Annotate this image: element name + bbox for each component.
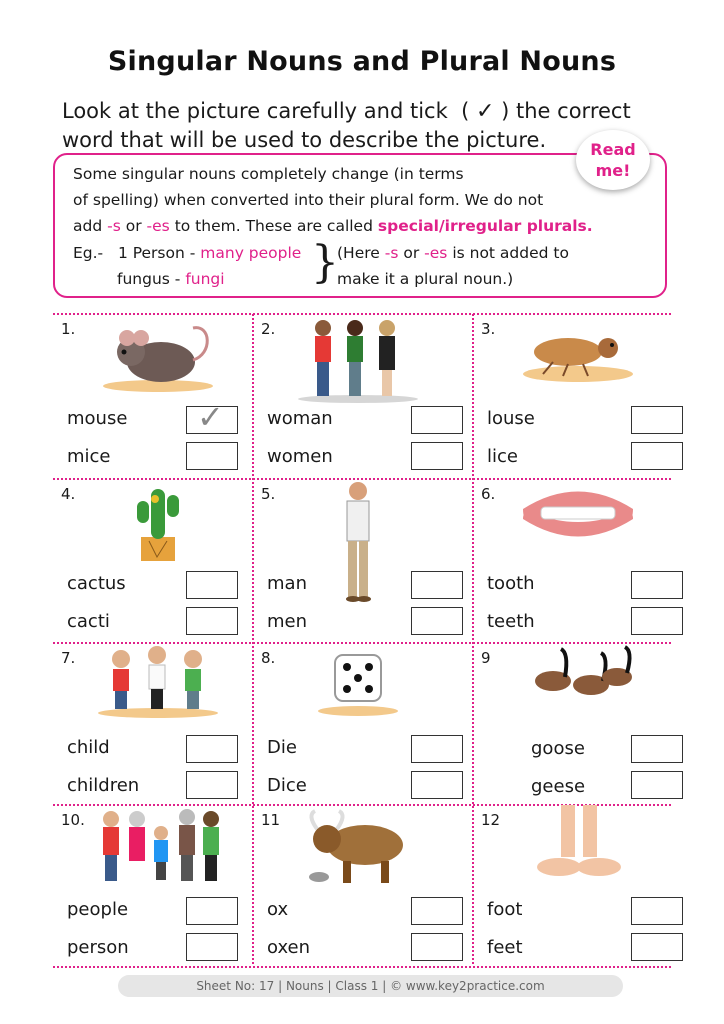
option-word: ox (267, 899, 289, 920)
tick-box[interactable] (186, 771, 238, 799)
grid-divider (53, 966, 671, 968)
page-title: Singular Nouns and Plural Nouns (107, 46, 617, 77)
option-word: louse (487, 408, 535, 429)
exercise-cell (253, 643, 458, 803)
info-line-1: Some singular nouns completely change (in terms (73, 165, 464, 183)
option-word: people (67, 899, 129, 920)
option-word: goose (531, 738, 585, 759)
item-number: 7. (61, 649, 76, 667)
read-me-badge (576, 130, 650, 190)
tick-box[interactable] (631, 442, 683, 470)
suffix-es: -es (146, 217, 170, 235)
suffix-es: -es (424, 244, 448, 262)
option-word: teeth (487, 611, 535, 632)
suffix-s: -s (107, 217, 121, 235)
mouse-picture (93, 314, 243, 406)
geese-picture (513, 643, 663, 735)
exercise-cell (53, 479, 258, 639)
tick-box[interactable] (186, 735, 238, 763)
option-word: geese (531, 776, 586, 797)
read-me-line-2: me! (595, 161, 631, 180)
instruction-text: Look at the picture carefully and tick (62, 99, 448, 123)
tick-box[interactable] (631, 571, 683, 599)
tick-box[interactable] (186, 607, 238, 635)
instruction-line-1 (62, 97, 682, 126)
tick-box[interactable] (411, 442, 463, 470)
exercise-cell (53, 805, 258, 965)
instruction-text: the correct (516, 99, 631, 123)
item-number: 5. (261, 485, 276, 503)
check-mark-icon: ✓ (197, 398, 224, 436)
ox-picture (293, 805, 443, 897)
option-word: mice (67, 446, 111, 467)
option-word: child (67, 737, 110, 758)
tick-box[interactable] (631, 735, 683, 763)
option-word: foot (487, 899, 523, 920)
read-me-line-1: Read (590, 140, 636, 159)
tick-box[interactable] (186, 398, 238, 436)
option-word: woman (267, 408, 333, 429)
tick-box[interactable] (186, 571, 238, 599)
eg-plural: many people (200, 244, 302, 262)
exercise-cell (253, 805, 458, 965)
louse-picture (513, 314, 663, 406)
tick-box[interactable] (411, 406, 463, 434)
eg-singular: 1 Person - (117, 244, 196, 262)
man-picture (293, 479, 443, 571)
note-line-2: make it a plural noun.) (337, 270, 514, 288)
exercise-cell (473, 314, 678, 474)
option-word: cacti (67, 611, 110, 632)
option-word: oxen (267, 937, 311, 958)
exercise-cell (253, 314, 458, 474)
special-plurals-term: special/irregular plurals. (377, 217, 593, 235)
item-number: 2. (261, 320, 276, 338)
tick-icon: ✓ (476, 99, 495, 124)
option-word: Die (267, 737, 297, 758)
tick-box[interactable] (186, 897, 238, 925)
tick-box[interactable] (186, 442, 238, 470)
option-word: lice (487, 446, 518, 467)
cactus-picture (93, 479, 243, 571)
note-line-1 (337, 244, 569, 262)
exercise-cell (473, 479, 678, 639)
exercise-cell (53, 314, 258, 474)
eg-singular: fungus - (117, 270, 181, 288)
tick-box[interactable] (631, 933, 683, 961)
exercise-cell (473, 805, 678, 965)
tick-box[interactable] (186, 933, 238, 961)
tick-box[interactable] (631, 771, 683, 799)
exercise-cell (473, 643, 678, 803)
suffix-s: -s (384, 244, 399, 262)
info-text: or (125, 217, 142, 235)
example-line-1 (73, 244, 301, 262)
tick-box[interactable] (631, 607, 683, 635)
item-number: 11 (261, 811, 281, 829)
eg-label: Eg.- (73, 244, 104, 262)
tick-box[interactable] (411, 735, 463, 763)
paren: ( (461, 99, 470, 123)
example-line-2 (117, 270, 225, 288)
people-picture (93, 805, 243, 897)
option-word: man (267, 573, 307, 594)
tick-box[interactable] (631, 406, 683, 434)
info-text: to them. These are called (174, 217, 373, 235)
option-word: men (267, 611, 308, 632)
footer: Sheet No: 17 | Nouns | Class 1 | © www.key2practice.com (118, 975, 623, 997)
note-text: (Here (337, 244, 380, 262)
option-word: mouse (67, 408, 128, 429)
die-picture (293, 643, 443, 735)
item-number: 3. (481, 320, 496, 338)
exercise-cell (53, 643, 258, 803)
tick-box[interactable] (411, 897, 463, 925)
note-text: is not added to (452, 244, 569, 262)
paren: ) (501, 99, 510, 123)
info-box (53, 153, 667, 298)
option-word: Dice (267, 775, 307, 796)
option-word: children (67, 775, 140, 796)
item-number: 8. (261, 649, 276, 667)
instruction-line-2: word that will be used to describe the picture. (62, 128, 547, 152)
feet-picture (513, 805, 663, 897)
tick-box[interactable] (411, 933, 463, 961)
item-number: 4. (61, 485, 76, 503)
option-word: person (67, 937, 129, 958)
info-line-2: of spelling) when converted into their plural form. We do not (73, 191, 544, 209)
teeth-picture (513, 479, 663, 571)
option-word: cactus (67, 573, 126, 594)
info-line-3 (73, 217, 593, 235)
women-picture (293, 314, 443, 406)
brace-icon: } (311, 237, 339, 288)
item-number: 9 (481, 649, 491, 667)
info-text: add (73, 217, 103, 235)
eg-plural: fungi (185, 270, 225, 288)
option-word: feet (487, 937, 523, 958)
note-text: or (403, 244, 420, 262)
item-number: 10. (61, 811, 85, 829)
children-picture (93, 643, 243, 735)
item-number: 1. (61, 320, 76, 338)
tick-box[interactable] (411, 607, 463, 635)
option-word: women (267, 446, 333, 467)
tick-box[interactable] (631, 897, 683, 925)
item-number: 12 (481, 811, 501, 829)
item-number: 6. (481, 485, 496, 503)
option-word: tooth (487, 573, 535, 594)
exercise-cell (253, 479, 458, 639)
tick-box[interactable] (411, 571, 463, 599)
tick-box[interactable] (411, 771, 463, 799)
